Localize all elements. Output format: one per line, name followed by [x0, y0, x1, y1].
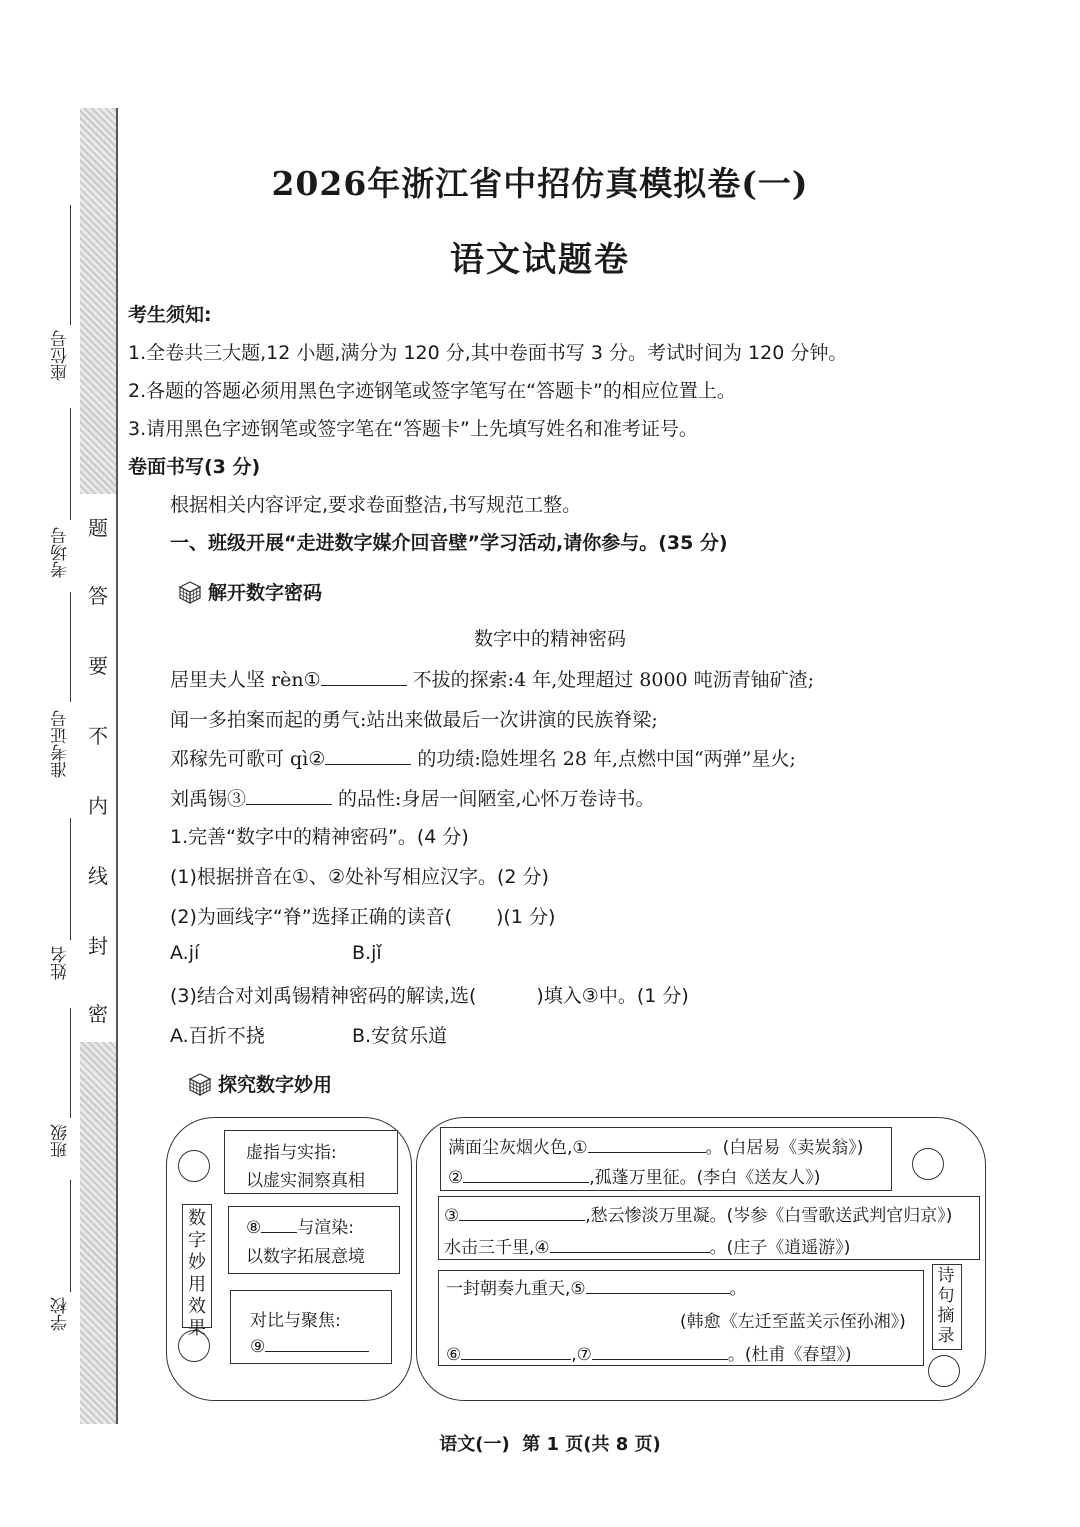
seal-char: 答: [88, 584, 108, 608]
binding-strip-border: [116, 108, 118, 1424]
notice-item: 3.请用黑色字迹钢笔或签字笔在“答题卡”上先填写姓名和准考证号。: [128, 418, 698, 440]
quote-3-a: ③: [444, 1206, 460, 1226]
school-line[interactable]: [70, 1180, 71, 1292]
poem-line-3: [170, 744, 796, 771]
class-line[interactable]: [70, 1008, 71, 1118]
part2-title-text: 探究数字妙用: [218, 1074, 333, 1096]
quote-4-b: 。(庄子《逍遥游》): [709, 1238, 851, 1258]
notice-heading: 考生须知:: [128, 304, 212, 326]
binding-strip-seal: [80, 494, 116, 1042]
school-label: 学校: [51, 1297, 71, 1331]
poem-line-4: [170, 784, 655, 811]
question-1-stem: 1.完善“数字中的精神密码”。(4 分): [170, 826, 469, 848]
quotes-label: 诗句摘录: [937, 1266, 955, 1346]
ticket-number-label: 准考证号: [51, 710, 71, 778]
quote-1-a: 满面尘灰烟火色,①: [448, 1138, 588, 1158]
poem-line-1-a: 居里夫人坚 rèn①: [170, 669, 321, 691]
page-subtitle: 语文试题卷: [450, 240, 630, 280]
quote-3: [444, 1201, 952, 1226]
handwriting-desc: 根据相关内容评定,要求卷面整洁,书写规范工整。: [170, 494, 582, 516]
option-2b[interactable]: B.jǐ: [352, 942, 382, 964]
seal-char: 内: [88, 794, 108, 818]
quote-5-a: 一封朝奏九重天,⑤: [446, 1279, 586, 1299]
seal-char: 密: [88, 1002, 108, 1026]
quote-6-c: 。(杜甫《春望》): [727, 1345, 852, 1365]
effect-2-line-2: 以数字拓展意境: [246, 1247, 365, 1267]
blank-q6[interactable]: [461, 1342, 571, 1360]
question-1-sub3-a: (3)结合对刘禹锡精神密码的解读,选(: [170, 985, 477, 1007]
seal-char: 要: [88, 654, 108, 678]
question-1-sub3-b: )填入③中。(1 分): [536, 985, 689, 1007]
effect-3-line-1: 对比与聚焦:: [250, 1311, 341, 1331]
effect-3-line-2: [250, 1334, 369, 1357]
question-1-sub1: (1)根据拼音在①、②处补写相应汉字。(2 分): [170, 866, 549, 888]
quote-2-a: ②: [448, 1168, 464, 1188]
blank-q1[interactable]: [588, 1135, 706, 1153]
question-1-sub2-a: (2)为画线字“脊”选择正确的读音(: [170, 906, 453, 928]
quote-4-a: 水击三千里,④: [444, 1238, 550, 1258]
punch-hole: [178, 1150, 210, 1182]
option-3a[interactable]: A.百折不挠: [170, 1025, 265, 1047]
blank-8[interactable]: [261, 1215, 297, 1233]
name-line[interactable]: [70, 818, 71, 940]
poem-line-3-a: 邓稼先可歌可 qì②: [170, 748, 326, 770]
option-3b[interactable]: B.安贫乐道: [352, 1025, 448, 1047]
blank-q2[interactable]: [463, 1165, 589, 1183]
quote-2-b: ,孤蓬万里征。(李白《送友人》): [589, 1168, 821, 1188]
quote-6-a: ⑥: [446, 1345, 462, 1365]
part2-title: [186, 1070, 332, 1097]
class-label: 班级: [51, 1124, 71, 1158]
poem-line-1-b: 不拔的探索:4 年,处理超过 8000 吨沥青铀矿渣;: [406, 669, 815, 691]
handwriting-heading: 卷面书写(3 分): [128, 456, 261, 478]
option-2a[interactable]: A.jí: [170, 942, 200, 964]
exam-room-label: 考场号: [51, 527, 71, 578]
blank-2[interactable]: [325, 745, 411, 765]
quote-1: [448, 1133, 863, 1158]
effects-label: 数字妙用效果: [188, 1208, 206, 1339]
quote-2: [448, 1163, 820, 1188]
quote-5-source: (韩愈《左迁至蓝关示侄孙湘》): [680, 1312, 906, 1332]
quote-3-b: ,愁云惨淡万里凝。(岑参《白雪歌送武判官归京》): [585, 1206, 953, 1226]
poem-line-1: [170, 665, 814, 692]
question-1-sub2-b: )(1 分): [496, 906, 556, 928]
notice-item: 1.全卷共三大题,12 小题,满分为 120 分,其中卷面书写 3 分。考试时间为 120 分钟。: [128, 342, 848, 364]
poem-line-2: 闻一多拍案而起的勇气:站出来做最后一次讲演的民族脊梁;: [170, 709, 658, 731]
exam-room-line[interactable]: [70, 408, 71, 520]
cube-icon: [186, 1072, 212, 1096]
question-1-sub2: [170, 902, 555, 929]
blank-1[interactable]: [321, 666, 407, 686]
blank-q3[interactable]: [459, 1203, 585, 1221]
punch-hole: [928, 1355, 960, 1387]
effect-2-text: 与渲染:: [297, 1218, 354, 1238]
blank-q7[interactable]: [592, 1342, 728, 1360]
part1-title-text: 解开数字密码: [208, 582, 323, 604]
blank-3[interactable]: [246, 785, 332, 805]
poem-title: 数字中的精神密码: [473, 628, 626, 650]
blank-q4[interactable]: [550, 1235, 710, 1253]
quote-6-b: ,⑦: [571, 1345, 592, 1365]
section-heading: 一、班级开展“走进数字媒介回音壁”学习活动,请你参与。(35 分): [170, 532, 728, 554]
page-title: 2026年浙江省中招仿真模拟卷(一): [271, 164, 809, 203]
seal-char: 封: [88, 934, 108, 958]
effect-3-num: ⑨: [250, 1337, 266, 1357]
seal-char: 题: [88, 516, 108, 540]
question-1-sub3: [170, 981, 689, 1008]
blank-q5[interactable]: [586, 1276, 730, 1294]
quote-6: [446, 1340, 852, 1365]
part1-title: [176, 578, 322, 605]
effect-1-line-2: 以虚实洞察真相: [246, 1171, 365, 1191]
seal-char: 不: [88, 724, 108, 748]
quote-5: [446, 1274, 747, 1299]
notice-item: 2.各题的答题必须用黑色字迹钢笔或签字笔写在“答题卡”的相应位置上。: [128, 380, 736, 402]
punch-hole: [912, 1148, 944, 1180]
page-footer: 语文(一) 第 1 页(共 8 页): [439, 1434, 661, 1455]
quote-1-b: 。(白居易《卖炭翁》): [705, 1138, 864, 1158]
binding-strip-bottom: [80, 1042, 116, 1424]
seal-char: 线: [88, 864, 108, 888]
poem-line-4-a: 刘禹锡③: [170, 788, 247, 810]
name-label: 姓名: [51, 946, 71, 980]
quote-4: [444, 1233, 850, 1258]
poem-line-3-b: 的功绩:隐姓埋名 28 年,点燃中国“两弹”星火;: [411, 748, 796, 770]
effect-1-line-1: 虚指与实指:: [246, 1143, 337, 1163]
seat-number-label: 座位号: [51, 330, 71, 381]
cube-icon: [176, 580, 202, 604]
quote-5-b: 。: [729, 1279, 747, 1299]
blank-9[interactable]: [265, 1334, 369, 1352]
effect-2-line-1: [246, 1213, 354, 1238]
effect-2-num: ⑧: [246, 1218, 262, 1238]
poem-line-4-b: 的品性:身居一间陋室,心怀万卷诗书。: [332, 788, 655, 810]
